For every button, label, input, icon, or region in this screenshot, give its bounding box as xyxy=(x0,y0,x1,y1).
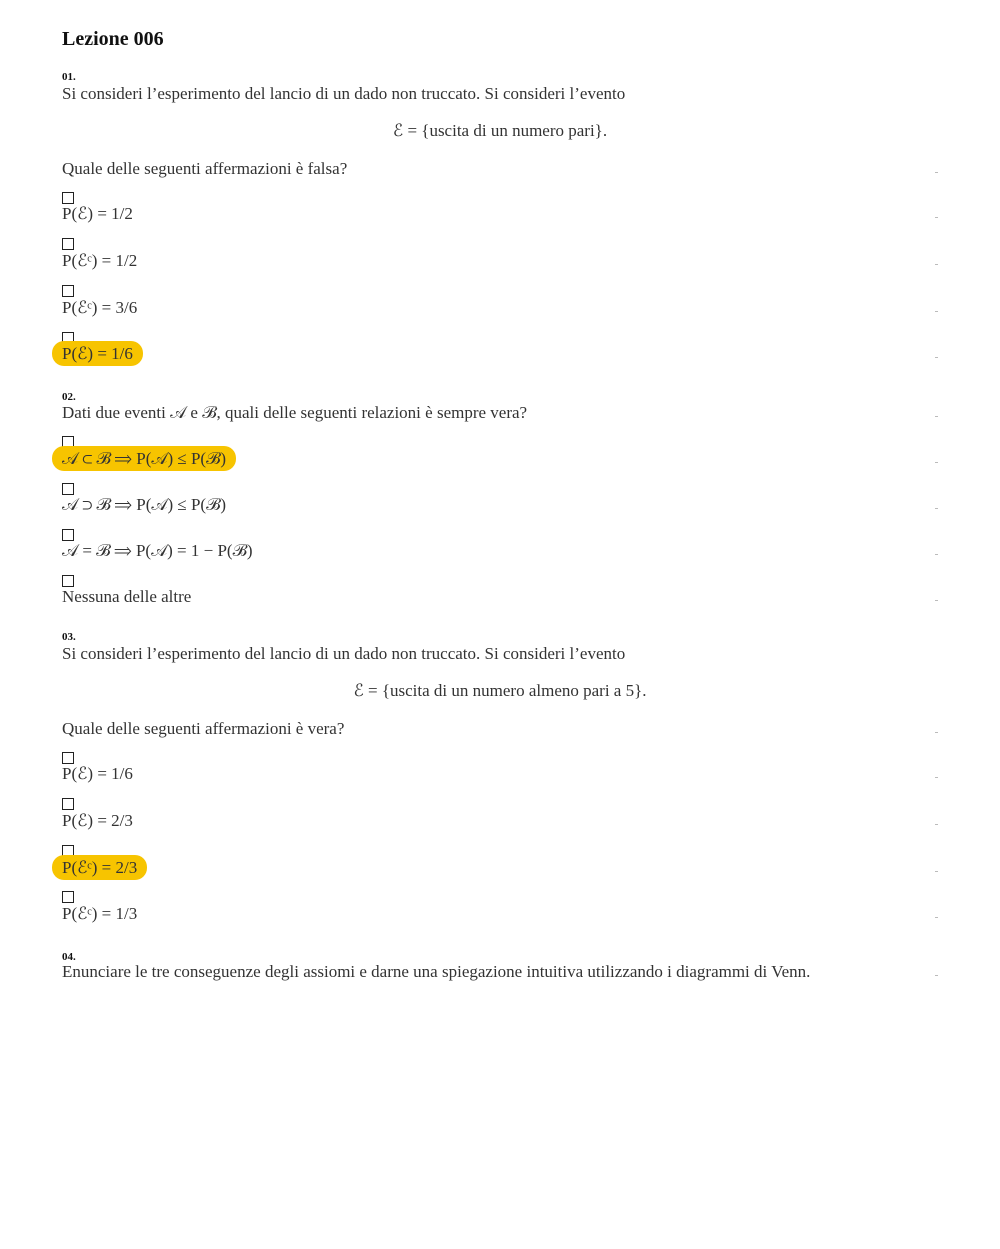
q02-option-2-checkbox[interactable] xyxy=(62,483,74,495)
q01-option-3-label: P(ℰᶜ) = 3/6 xyxy=(62,298,138,317)
question-number-04: 04. xyxy=(62,951,76,963)
margin-dot xyxy=(935,871,938,872)
margin-dot xyxy=(935,732,938,733)
q03-option-4-label: P(ℰᶜ) = 1/3 xyxy=(62,904,138,923)
margin-dot xyxy=(935,917,938,918)
q02-option-1-label xyxy=(62,449,236,469)
question-01-question: Quale delle seguenti affermazioni è falsa? xyxy=(62,159,348,178)
margin-dot xyxy=(935,508,938,509)
margin-dot xyxy=(935,600,938,601)
q02-option-3-checkbox[interactable] xyxy=(62,529,74,541)
highlight-mark: 𝒜 ⊂ ℬ ⟹ P(𝒜) ≤ P(ℬ) xyxy=(52,446,236,471)
q01-option-2-checkbox[interactable] xyxy=(62,238,74,250)
question-03-formula: ℰ = {uscita di un numero almeno pari a 5}. xyxy=(353,681,647,700)
margin-dot xyxy=(935,172,938,173)
question-04-prompt: Enunciare le tre conseguenze degli assiomi e darne una spiegazione intuitiva utilizzando i diagrammi di Venn. xyxy=(62,962,811,981)
margin-dot xyxy=(935,777,938,778)
q03-option-1-label: P(ℰ) = 1/6 xyxy=(62,764,133,783)
q02-option-4-label: Nessuna delle altre xyxy=(62,587,192,606)
question-03-question: Quale delle seguenti affermazioni è vera? xyxy=(62,719,345,738)
question-01-prompt: Si consideri l’esperimento del lancio di un dado non truccato. Si consideri l’evento xyxy=(62,84,626,103)
highlight-mark: P(ℰ) = 1/6 xyxy=(52,341,143,366)
page-title: Lezione 006 xyxy=(62,28,164,50)
question-01-formula: ℰ = {uscita di un numero pari}. xyxy=(392,121,608,140)
question-03-prompt: Si consideri l’esperimento del lancio di un dado non truccato. Si consideri l’evento xyxy=(62,644,626,663)
q03-option-2-checkbox[interactable] xyxy=(62,798,74,810)
q01-option-2-label: P(ℰᶜ) = 1/2 xyxy=(62,251,138,270)
margin-dot xyxy=(935,357,938,358)
question-number-03: 03. xyxy=(62,631,76,643)
question-number-02: 02. xyxy=(62,391,76,403)
q03-option-3-label xyxy=(62,858,147,878)
q02-option-4-checkbox[interactable] xyxy=(62,575,74,587)
q01-option-4-label xyxy=(62,344,143,364)
margin-dot xyxy=(935,217,938,218)
margin-dot xyxy=(935,311,938,312)
margin-dot xyxy=(935,554,938,555)
q03-option-2-label: P(ℰ) = 2/3 xyxy=(62,811,133,830)
q02-option-3-label: 𝒜 = ℬ ⟹ P(𝒜) = 1 − P(ℬ) xyxy=(62,541,253,560)
q01-option-1-checkbox[interactable] xyxy=(62,192,74,204)
q03-option-1-checkbox[interactable] xyxy=(62,752,74,764)
q01-option-1-label: P(ℰ) = 1/2 xyxy=(62,204,133,223)
margin-dot xyxy=(935,264,938,265)
question-02-prompt: Dati due eventi 𝒜 e ℬ, quali delle seguenti relazioni è sempre vera? xyxy=(62,403,528,422)
margin-dot xyxy=(935,462,938,463)
q03-option-4-checkbox[interactable] xyxy=(62,891,74,903)
margin-dot xyxy=(935,416,938,417)
question-number-01: 01. xyxy=(62,71,76,83)
margin-dot xyxy=(935,824,938,825)
q01-option-3-checkbox[interactable] xyxy=(62,285,74,297)
margin-dot xyxy=(935,975,938,976)
q02-option-2-label: 𝒜 ⊃ ℬ ⟹ P(𝒜) ≤ P(ℬ) xyxy=(62,495,227,514)
highlight-mark: P(ℰᶜ) = 2/3 xyxy=(52,855,147,880)
